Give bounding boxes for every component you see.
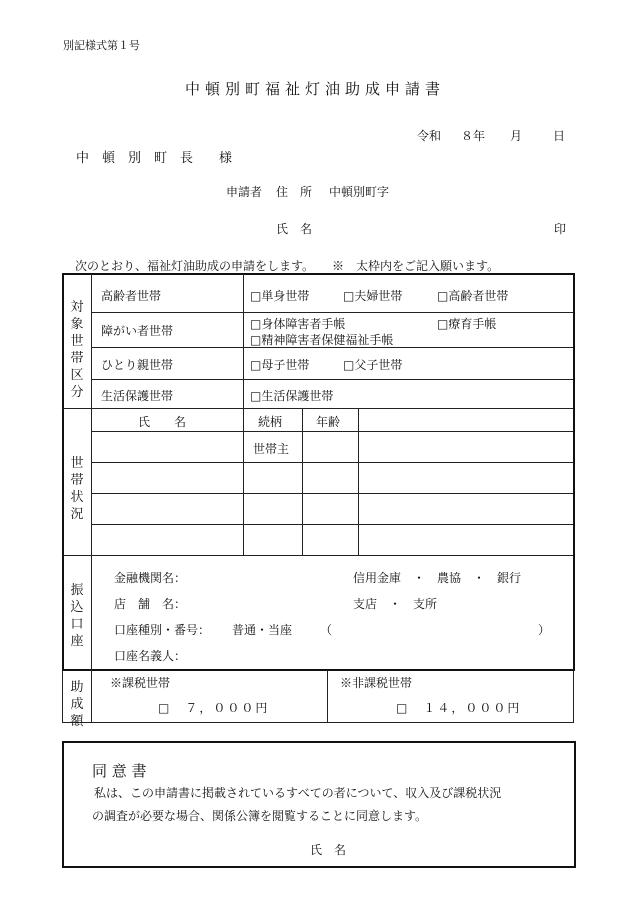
account-label: 口座種別・番号：: [114, 623, 211, 637]
header-age: 年齢: [316, 415, 341, 429]
option-physical-disability[interactable]: □身体障害者手帳: [250, 317, 346, 331]
option-father-child[interactable]: □父子世帯: [343, 358, 403, 372]
consent-line-2: の調査が必要な場合、関係公簿を閲覧することに同意します。: [92, 809, 428, 823]
holder-label: 口座名義人：: [114, 649, 187, 663]
category-disabled: 障がい者世帯: [101, 324, 174, 338]
category-elderly: 高齢者世帯: [101, 289, 162, 303]
date-year: ８年: [461, 129, 486, 143]
address-label: 住 所: [276, 185, 313, 199]
header-relation: 続柄: [258, 415, 283, 429]
untaxed-label: ※非課税世帯: [340, 676, 413, 690]
bank-section-label: 振込口座: [70, 583, 84, 649]
taxed-amount[interactable]: □ ７，０００円: [158, 701, 270, 715]
relation-head: 世帯主: [253, 442, 290, 456]
address-value[interactable]: 中頓別町字: [329, 185, 390, 199]
option-elderly[interactable]: □高齢者世帯: [437, 289, 509, 303]
category-welfare: 生活保護世帯: [101, 389, 174, 403]
seal-mark: 印: [554, 222, 567, 236]
untaxed-amount[interactable]: □ １４，０００円: [396, 701, 522, 715]
taxed-label: ※課税世帯: [110, 676, 171, 690]
applicant-name-label: 氏 名: [276, 222, 313, 236]
header-name: 氏 名: [138, 415, 187, 429]
option-single[interactable]: □単身世帯: [250, 289, 310, 303]
consent-title: 同 意 書: [92, 762, 147, 780]
page-title: 中頓別町福祉灯油助成申請書: [184, 80, 445, 98]
target-section-label: 対象世帯区分: [70, 300, 84, 400]
option-couple[interactable]: □夫婦世帯: [343, 289, 403, 303]
date-era: 令和: [417, 129, 442, 143]
intro-text: 次のとおり、福祉灯油助成の申請をします。 ※ 太枠内をご記入願います。: [75, 259, 500, 273]
household-section-label: 世帯状況: [70, 456, 84, 522]
institution-types[interactable]: 信用金庫 ・ 農協 ・ 銀行: [353, 571, 522, 585]
category-single-parent: ひとり親世帯: [101, 358, 174, 372]
consent-name-label: 氏 名: [310, 843, 347, 857]
date-month: 月: [510, 129, 523, 143]
paren-open: （: [320, 623, 333, 637]
branch-label: 店 舗 名：: [114, 597, 187, 611]
option-rehabilitation[interactable]: □療育手帳: [437, 317, 497, 331]
form-number: 別記様式第１号: [63, 39, 140, 52]
branch-types[interactable]: 支店 ・ 支所: [353, 597, 438, 611]
grant-section-label: 助成額: [70, 680, 84, 729]
paren-close: ）: [538, 623, 551, 637]
institution-label: 金融機関名：: [114, 571, 187, 585]
account-types[interactable]: 普通・当座: [232, 623, 293, 637]
addressee: 中 頓 別 町 長 様: [76, 151, 233, 166]
consent-line-1: 私は、この申請書に掲載されているすべての者について、収入及び課税状況: [94, 786, 502, 800]
date-day: 日: [553, 129, 566, 143]
option-welfare[interactable]: □生活保護世帯: [250, 389, 334, 403]
applicant-label: 申請者: [226, 185, 263, 199]
option-mental-health[interactable]: □精神障害者保健福祉手帳: [250, 333, 394, 347]
option-mother-child[interactable]: □母子世帯: [250, 358, 310, 372]
